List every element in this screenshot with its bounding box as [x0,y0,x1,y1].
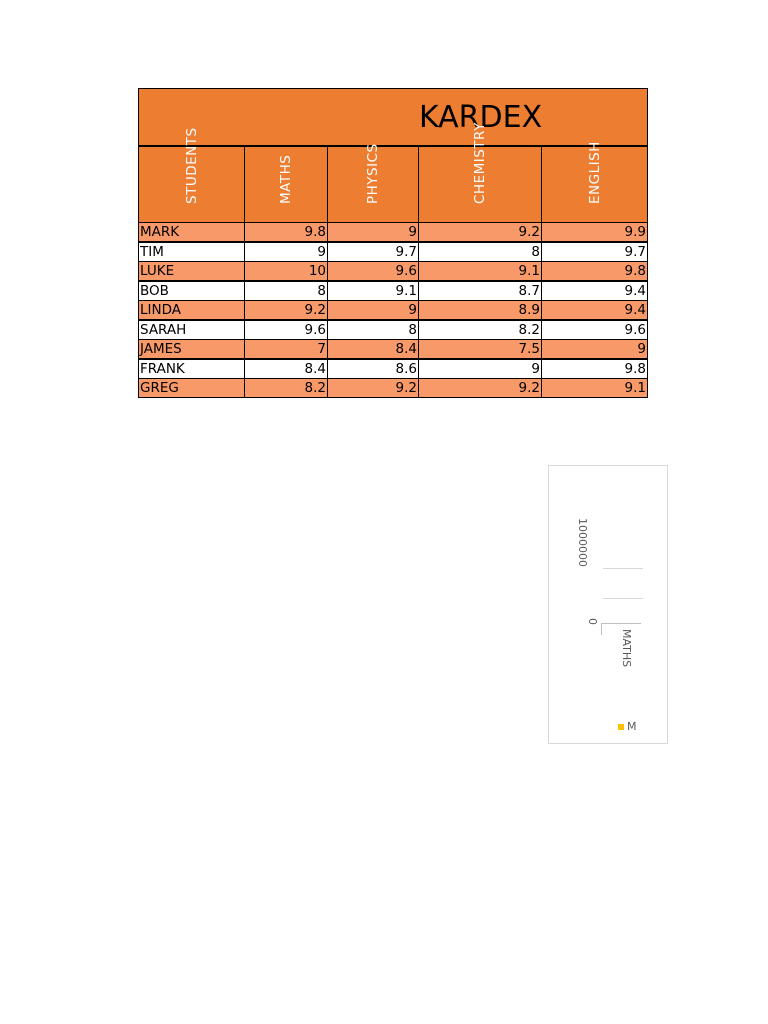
cell-maths[interactable]: 9.2 [244,300,328,320]
cell-physics[interactable]: 8.4 [327,339,419,359]
cell-english[interactable]: 9 [541,339,648,359]
cell-physics[interactable]: 9.6 [327,261,419,281]
header-chemistry[interactable] [418,122,542,223]
gridline-lower [603,598,643,599]
kardex-table [138,88,646,399]
cell-name[interactable]: LUKE [138,261,245,281]
header-physics-label: PHYSICS [365,143,381,204]
table-title: KARDEX [419,100,543,135]
table-row [138,222,648,242]
cell-english[interactable]: 9.4 [541,281,648,301]
cell-physics[interactable]: 9.7 [327,242,419,262]
table-row [138,320,648,340]
legend-label: M [627,720,637,733]
cell-maths[interactable]: 7 [244,339,328,359]
cell-english[interactable]: 9.6 [541,320,648,340]
chart-frame [548,465,668,744]
table-row [138,261,648,281]
cell-name[interactable]: TIM [138,242,245,262]
cell-physics[interactable]: 8 [327,320,419,340]
cell-name[interactable]: FRANK [138,359,245,379]
cell-physics[interactable]: 8.6 [327,359,419,379]
header-english[interactable] [541,141,648,223]
cell-name[interactable]: JAMES [138,339,245,359]
cell-chemistry[interactable]: 8.9 [418,300,542,320]
legend-swatch [618,724,624,730]
cell-chemistry[interactable]: 8.7 [418,281,542,301]
header-english-label: ENGLISH [586,141,603,204]
cell-name[interactable]: SARAH [138,320,245,340]
cell-english[interactable]: 9.1 [541,378,648,398]
cell-physics[interactable]: 9.2 [327,378,419,398]
cell-maths[interactable]: 8.4 [244,359,328,379]
y-tick-bottom: 0 [586,618,599,625]
header-chemistry-label: CHEMISTRY [472,122,488,204]
cell-name[interactable]: LINDA [138,300,245,320]
table-row [138,378,648,398]
cell-name[interactable]: MARK [138,222,245,242]
cell-english[interactable]: 9.8 [541,261,648,281]
header-students-label: STUDENTS [183,127,200,204]
cell-chemistry[interactable]: 9.2 [418,222,542,242]
cell-english[interactable]: 9.4 [541,300,648,320]
cell-maths[interactable]: 9.8 [244,222,328,242]
cell-maths[interactable]: 9 [244,242,328,262]
header-maths-label: MATHS [278,154,294,204]
cell-chemistry[interactable]: 9.2 [418,378,542,398]
cell-chemistry[interactable]: 8 [418,242,542,262]
cell-chemistry[interactable]: 8.2 [418,320,542,340]
cell-physics[interactable]: 9 [327,222,419,242]
cell-physics[interactable]: 9 [327,300,419,320]
title-band [138,88,648,146]
header-physics[interactable] [327,143,419,223]
cell-chemistry[interactable]: 9.1 [418,261,542,281]
y-tick-top: 1000000 [576,518,589,567]
x-tick-maths: MATHS [620,629,633,668]
cell-english[interactable]: 9.9 [541,222,648,242]
x-axis-baseline [601,623,641,624]
cell-maths[interactable]: 8.2 [244,378,328,398]
cell-name[interactable]: GREG [138,378,245,398]
table-row [138,300,648,320]
cell-name[interactable]: BOB [138,281,245,301]
cell-maths[interactable]: 8 [244,281,328,301]
gridline-upper [603,568,643,569]
cell-maths[interactable]: 10 [244,261,328,281]
table-row [138,339,648,359]
cell-english[interactable]: 9.7 [541,242,648,262]
cell-chemistry[interactable]: 7.5 [418,339,542,359]
header-maths[interactable] [244,146,328,223]
chart-fragment[interactable] [548,465,637,745]
cell-chemistry[interactable]: 9 [418,359,542,379]
table-row [138,242,648,262]
header-students[interactable] [138,127,245,223]
cell-physics[interactable]: 9.1 [327,281,419,301]
table-row [138,359,648,379]
x-axis-tick-mark [601,623,602,635]
cell-maths[interactable]: 9.6 [244,320,328,340]
cell-english[interactable]: 9.8 [541,359,648,379]
table-row [138,281,648,301]
